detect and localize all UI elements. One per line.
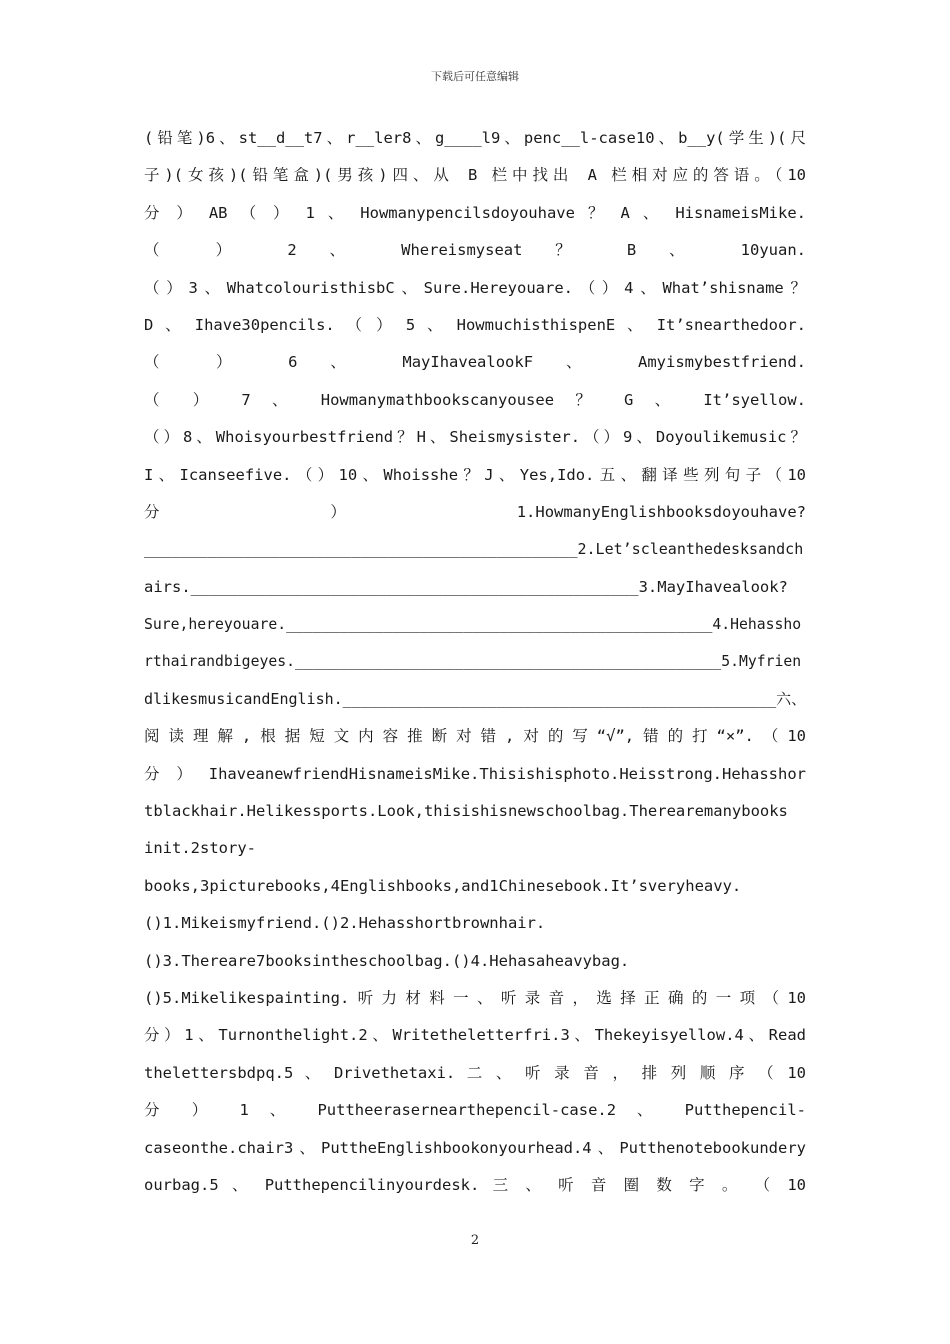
text-line: 阅读理解,根据短文内容推断对错,对的写“√”,错的打“×”.（10	[144, 727, 806, 746]
text-line: D 、 Ihave30pencils. （ ） 5 、 HowmuchisthispenE 、 It’snearthedoor.	[144, 315, 806, 334]
text-line: rthairandbigeyes.________________________________________________5.Myfrien	[144, 653, 802, 671]
text-line: init.2story-	[144, 839, 256, 858]
text-line: （ ） 7 、 Howmanymathbookscanyousee ？ G 、 It’syellow.	[144, 390, 806, 409]
text-line: books,3picturebooks,4Englishbooks,and1Chinesebook.It’sveryheavy.	[144, 876, 742, 895]
text-line: caseonthe.chair3、PuttheEnglishbookonyourhead.4、Putthenotebookundery	[144, 1138, 806, 1157]
page-header: 下载后可任意编辑	[431, 70, 519, 83]
text-line: 分 ） 1 、 Puttheerasernearthepencil-case.2 、 Putthepencil-	[144, 1101, 806, 1120]
text-line: Sure,hereyouare.________________________________________________4.Hehassho	[144, 616, 802, 634]
text-line: 分 ） 1.HowmanyEnglishbooksdoyouhave?	[144, 502, 806, 521]
text-line: dlikesmusicandEnglish.________________________________________________六、	[144, 689, 806, 708]
text-line: （）8、Whoisyourbestfriend？H、Sheismysister.（）9、Doyoulikemusic？	[144, 428, 806, 447]
text-line: airs.________________________________________________3.MayIhavealook?	[144, 577, 788, 596]
text-line: I、Icanseefive.（）10、Whoisshe？J、Yes,Ido.五、翻译些列句子（10	[144, 465, 806, 484]
text-line: (铅笔)6、st__d__t7、r__ler8、g____l9、penc__l-case10、b__y(学生)(尺	[144, 129, 806, 147]
text-line: ()1.Mikeismyfriend.()2.Hehasshortbrownhair.	[144, 914, 546, 933]
text-line: ()5.Mikelikespainting.听力材料一、听录音，选择正确的一项（10	[144, 988, 806, 1007]
text-line: （ ） 2 、 Whereismyseat ？ B 、 10yuan.	[144, 241, 806, 260]
text-line: ________________________________________________2.Let’scleanthedesksandch	[144, 540, 804, 559]
document-body	[144, 120, 806, 1204]
text-line: 分）IhaveanewfriendHisnameisMike.Thisishisphoto.Heisstrong.Hehasshor	[144, 764, 806, 783]
text-line: ourbag.5 、 Putthepencilinyourdesk. 三 、 听 音 圈 数 字 。 （ 10	[144, 1175, 806, 1194]
page-number: 2	[470, 1233, 480, 1248]
text-line: 子)(女孩)(铅笔盒)(男孩)四、从 B 栏中找出 A 栏相对应的答语。（10	[144, 166, 806, 185]
text-line: （）3、WhatcolouristhisbC、Sure.Hereyouare.（）4、What’shisname？	[144, 278, 806, 297]
text-line: （ ） 6 、 MayIhavealookF 、 Amyismybestfriend.	[144, 353, 806, 372]
text-line: tblackhair.Helikessports.Look,thisishisnewschoolbag.Therearemanybooks	[144, 802, 788, 821]
text-line: 分）1、Turnonthelight.2、Writetheletterfri.3、Thekeyisyellow.4、Read	[144, 1026, 806, 1045]
text-line: thelettersbdpq.5 、 Drivethetaxi. 二 、 听 录 音 ， 排 列 顺 序 （ 10	[144, 1063, 806, 1082]
text-line: ()3.Thereare7booksintheschoolbag.()4.Hehasaheavybag.	[144, 951, 630, 970]
text-line: 分 ） AB （ ） 1 、 Howmanypencilsdoyouhave ？ A 、 HisnameisMike.	[144, 203, 806, 222]
